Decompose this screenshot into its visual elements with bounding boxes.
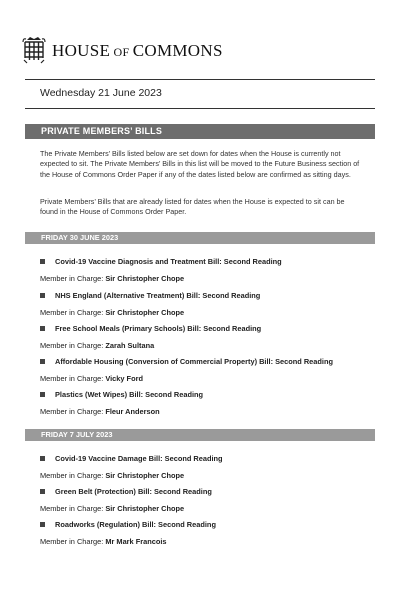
bullet-square-icon xyxy=(40,359,45,364)
member-label: Member in Charge: xyxy=(40,274,104,283)
house-of-commons-title: HOUSE OF COMMONS xyxy=(52,40,223,60)
bill-title: Free School Meals (Primary Schools) Bill: Second Reading xyxy=(55,324,262,333)
bill-title: Green Belt (Protection) Bill: Second Reading xyxy=(55,487,212,496)
member-name: Sir Christopher Chope xyxy=(105,504,185,513)
document-header xyxy=(22,36,223,64)
header-top-rule xyxy=(25,79,375,80)
member-name: Fleur Anderson xyxy=(105,407,160,416)
section-title-bar: PRIVATE MEMBERS’ BILLS xyxy=(25,124,375,139)
member-name: Mr Mark Francois xyxy=(105,537,167,546)
bullet-square-icon xyxy=(40,326,45,331)
bill-item xyxy=(40,324,360,350)
bill-item xyxy=(40,291,360,317)
member-name: Vicky Ford xyxy=(105,374,143,383)
member-name: Sir Christopher Chope xyxy=(105,308,185,317)
intro-paragraph-2: Private Members’ Bills that are already listed for dates when the House is expected to sit can be found in the House of Commons Order Paper. xyxy=(40,197,345,217)
bullet-square-icon xyxy=(40,456,45,461)
member-label: Member in Charge: xyxy=(40,308,104,317)
member-name: Sir Christopher Chope xyxy=(105,471,185,480)
member-name: Sir Christopher Chope xyxy=(105,274,185,283)
bill-title: NHS England (Alternative Treatment) Bill: Second Reading xyxy=(55,291,261,300)
bill-item xyxy=(40,357,360,383)
intro-paragraph-1: The Private Members’ Bills listed below are set down for dates when the House is currently not expected to sit. The Private Members’ Bills in this list will be moved to the Future Business section of the House of Commons Order Paper if any of the dates listed below are confirmed as sitting days. xyxy=(40,149,360,179)
bill-title: Roadworks (Regulation) Bill: Second Reading xyxy=(55,520,216,529)
member-label: Member in Charge: xyxy=(40,471,104,480)
bill-title: Plastics (Wet Wipes) Bill: Second Reading xyxy=(55,390,204,399)
member-label: Member in Charge: xyxy=(40,537,104,546)
document-date: Wednesday 21 June 2023 xyxy=(40,87,162,99)
header-bottom-rule xyxy=(25,108,375,109)
bill-item xyxy=(40,454,360,480)
bill-item xyxy=(40,520,360,546)
bullet-square-icon xyxy=(40,522,45,527)
bill-item xyxy=(40,390,360,416)
member-label: Member in Charge: xyxy=(40,504,104,513)
day-header-friday-7-july: FRIDAY 7 JULY 2023 xyxy=(25,429,375,441)
bullet-square-icon xyxy=(40,489,45,494)
bill-title: Covid-19 Vaccine Diagnosis and Treatment Bill: Second Reading xyxy=(55,257,282,266)
member-label: Member in Charge: xyxy=(40,407,104,416)
bill-title: Affordable Housing (Conversion of Commercial Property) Bill: Second Reading xyxy=(55,357,334,366)
bullet-square-icon xyxy=(40,259,45,264)
bill-item xyxy=(40,257,360,283)
member-name: Zarah Sultana xyxy=(105,341,155,350)
bullet-square-icon xyxy=(40,293,45,298)
bill-item xyxy=(40,487,360,513)
member-label: Member in Charge: xyxy=(40,341,104,350)
bullet-square-icon xyxy=(40,392,45,397)
day-header-friday-30-june: FRIDAY 30 JUNE 2023 xyxy=(25,232,375,244)
portcullis-logo-icon xyxy=(22,36,46,64)
bill-title: Covid-19 Vaccine Damage Bill: Second Reading xyxy=(55,454,223,463)
member-label: Member in Charge: xyxy=(40,374,104,383)
